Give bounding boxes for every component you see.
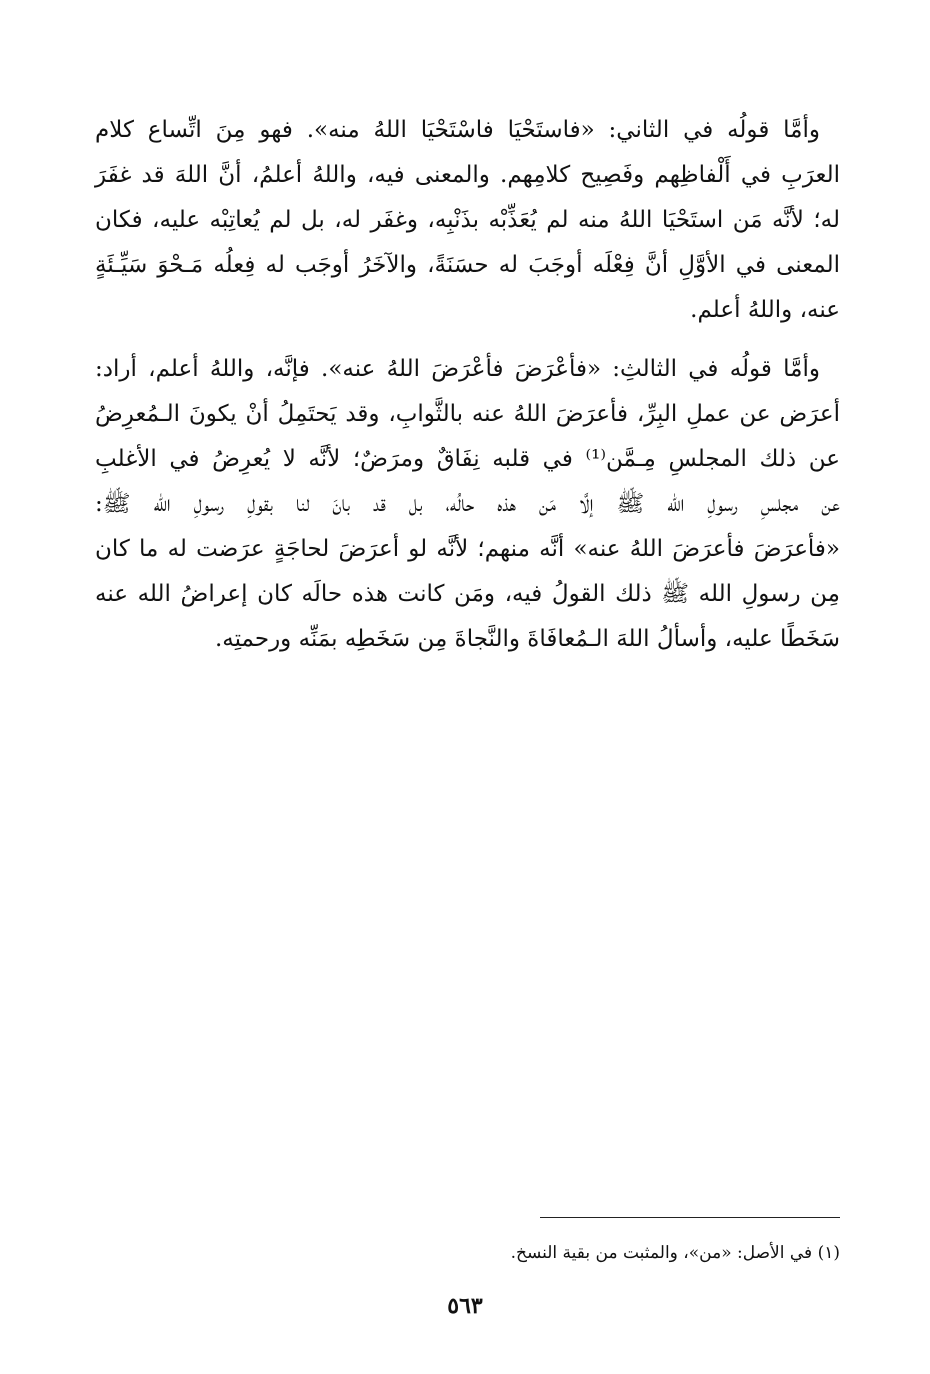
paragraph-third-saying (95, 347, 840, 662)
text-line: وأمَّا قولُه في الثالثِ: «فأعْرَضَ فأعْرَضَ اللهُ عنه». فإنَّه، واللهُ أعلم، أراد: (95, 356, 820, 382)
footnote-divider (540, 1217, 840, 1218)
text-line: عن ذلك المجلسِ مِـمَّن⁽¹⁾ في قلبه نِفَاقٌ ومرَضٌ؛ لأنَّه لا يُعرِضُ في الأغلبِ (95, 446, 840, 472)
text-line: سَخَطًا عليه، وأسألُ اللهَ الـمُعافَاةَ والنَّجاةَ مِن سَخَطِه بمَنِّه ورحمتِه. (214, 626, 840, 652)
text-line: العرَبِ في أَلْفاظِهم وفَصِيح كلامِهم. والمعنى فيه، واللهُ أعلمُ، أنَّ اللهَ قد غفَرَ (95, 162, 840, 188)
text-line: «فأعرَضَ فأعرَضَ اللهُ عنه» أنَّه منهم؛ لأنَّه لو أعرَضَ لحاجَةٍ عرَضت له ما كان (95, 536, 840, 562)
text-line: وأمَّا قولُه في الثاني: «فاستَحْيَا فاسْتَحْيَا اللهُ منه». فهو مِنَ اتِّساع كلام (95, 117, 820, 143)
text-line: له؛ لأنَّه مَن استَحْيَا اللهُ منه لم يُعَذِّبْه بذَنْبِه، وغفَر له، بل لم يُعاتِبْه عليه، فكان (95, 207, 840, 233)
main-text (95, 108, 840, 662)
text-line: عنه، واللهُ أعلم. (690, 297, 840, 323)
footnote: (١) في الأصل: «من»، والمثبت من بقية النسخ. (510, 1243, 840, 1263)
text-line: أعرَض عن عملِ البِرِّ، فأعرَضَ اللهُ عنه بالثَّوابِ، وقد يَحتَمِلُ أنْ يكونَ الـمُعرِضُ (95, 401, 840, 427)
page-number: ٥٦٣ (447, 1293, 483, 1319)
text-line: عن مجلسِ رسولِ الله ﷺ إلَّا مَن هذه حالُه، بل قد بانَ لنا بقولِ رسولِ الله ﷺ: (95, 491, 840, 517)
paragraph-second-saying (95, 108, 840, 333)
text-line: مِن رسولِ الله ﷺ ذلك القولُ فيه، ومَن كانت هذه حالَه كان إعراضُ الله عنه (95, 581, 840, 607)
text-line: المعنى في الأوَّلِ أنَّ فِعْلَه أوجَبَ له حسَنَةً، والآخَرُ أوجَب له فِعلُه مَـحْوَ سَيِّـئَةٍ (95, 252, 840, 278)
